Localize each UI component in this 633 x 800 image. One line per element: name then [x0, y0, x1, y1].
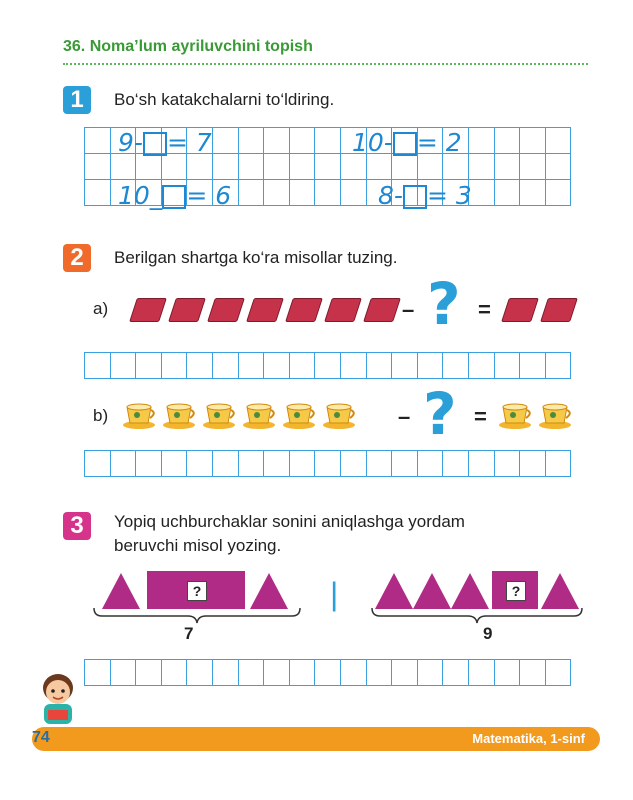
grid-cell[interactable] [545, 353, 571, 379]
grid-cell[interactable] [110, 451, 136, 477]
grid-cell[interactable] [289, 353, 315, 379]
grid-cell[interactable] [392, 451, 418, 477]
grid-cell[interactable] [212, 128, 238, 154]
task-2b-cups [122, 401, 356, 429]
grid-cell[interactable] [238, 154, 264, 180]
grid-cell[interactable] [340, 353, 366, 379]
grid-cell[interactable] [468, 128, 494, 154]
grid-cell[interactable] [238, 180, 264, 206]
eq2-part-b: = 2 [416, 128, 462, 157]
grid-cell[interactable] [468, 154, 494, 180]
grid-cell[interactable] [443, 660, 469, 686]
right-total-label: 9 [483, 624, 493, 643]
grid-cell[interactable] [443, 154, 469, 180]
grid-cell[interactable] [161, 154, 187, 180]
hidden-count-box-right[interactable]: ? [506, 581, 526, 601]
triangle-right-2 [413, 573, 451, 609]
grid-cell[interactable] [392, 353, 418, 379]
task-2-badge: 2 [63, 244, 91, 272]
grid-cell[interactable] [212, 154, 238, 180]
eq3-answer-box[interactable] [162, 185, 186, 209]
eq1-part-a: 9- [118, 128, 143, 157]
eq4-answer-box[interactable] [403, 185, 427, 209]
grid-cell[interactable] [187, 154, 213, 180]
grid-cell[interactable] [110, 353, 136, 379]
task-2-instruction: Berilgan shartga ko‘ra misollar tuzing. [114, 248, 398, 267]
grid-cell[interactable] [468, 353, 494, 379]
teacup-icon [122, 401, 156, 429]
figure-divider: | [330, 576, 339, 612]
grid-cell[interactable] [85, 154, 111, 180]
task-2a-question-mark: ? [427, 270, 461, 338]
book-icon [285, 298, 323, 322]
book-icon [363, 298, 401, 322]
grid-cell[interactable] [85, 353, 111, 379]
grid-cell[interactable] [494, 128, 520, 154]
grid-cell[interactable] [289, 180, 315, 206]
book-icon [501, 298, 539, 322]
grid-cell[interactable] [443, 451, 469, 477]
grid-cell[interactable] [417, 154, 443, 180]
task-1-eq2 [352, 128, 462, 157]
title-dotted-divider [63, 63, 588, 65]
grid-cell[interactable] [366, 451, 392, 477]
task-3-grid [84, 659, 571, 686]
grid-cell[interactable] [417, 353, 443, 379]
grid-cell[interactable] [340, 660, 366, 686]
grid-cell[interactable] [187, 353, 213, 379]
grid-cell[interactable] [264, 451, 290, 477]
task-3-instruction [114, 510, 465, 558]
grid-cell[interactable] [136, 451, 162, 477]
grid-cell[interactable] [136, 660, 162, 686]
grid-cell[interactable] [520, 353, 546, 379]
grid-cell[interactable] [289, 128, 315, 154]
grid-cell[interactable] [494, 154, 520, 180]
grid-cell[interactable] [187, 660, 213, 686]
eq2-answer-box[interactable] [393, 132, 417, 156]
task-2a-books [133, 298, 397, 322]
grid-cell[interactable] [315, 353, 341, 379]
brace-right [370, 606, 585, 624]
eq1-answer-box[interactable] [143, 132, 167, 156]
grid-cell[interactable] [520, 154, 546, 180]
grid-cell[interactable] [85, 128, 111, 154]
grid-cell[interactable] [366, 154, 392, 180]
grid-cell[interactable] [264, 128, 290, 154]
task-2b-equals: = [474, 404, 487, 429]
task-2a-equals: = [478, 297, 491, 322]
task-2b-grid [84, 450, 571, 477]
grid-cell[interactable] [264, 660, 290, 686]
triangle-left-2 [250, 573, 288, 609]
grid-cell[interactable] [136, 353, 162, 379]
triangle-right-3 [451, 573, 489, 609]
grid-cell[interactable] [289, 451, 315, 477]
triangle-left-1 [102, 573, 140, 609]
task-2b-question-mark: ? [423, 380, 457, 448]
grid-cell[interactable] [315, 660, 341, 686]
grid-cell[interactable] [494, 660, 520, 686]
grid-cell[interactable] [468, 180, 494, 206]
grid-cell[interactable] [110, 154, 136, 180]
grid-cell[interactable] [468, 660, 494, 686]
task-3-instruction-line2: beruvchi misol yozing. [114, 536, 282, 555]
grid-cell[interactable] [315, 180, 341, 206]
grid-cell[interactable] [520, 660, 546, 686]
grid-cell[interactable] [264, 353, 290, 379]
grid-cell[interactable] [161, 353, 187, 379]
teacup-icon [242, 401, 276, 429]
grid-cell[interactable] [315, 451, 341, 477]
grid-cell[interactable] [340, 154, 366, 180]
grid-cell[interactable] [85, 451, 111, 477]
eq1-part-b: = 7 [166, 128, 212, 157]
grid-cell[interactable] [289, 660, 315, 686]
grid-cell[interactable] [315, 128, 341, 154]
teacup-icon [322, 401, 356, 429]
grid-cell[interactable] [161, 660, 187, 686]
grid-cell[interactable] [161, 451, 187, 477]
grid-cell[interactable] [315, 154, 341, 180]
grid-cell[interactable] [110, 660, 136, 686]
grid-cell[interactable] [545, 154, 571, 180]
task-2a-result-books [505, 298, 574, 322]
grid-cell[interactable] [520, 451, 546, 477]
grid-cell[interactable] [366, 660, 392, 686]
eq3-part-b: = 6 [186, 181, 232, 210]
task-2b-label: b) [93, 406, 109, 425]
grid-cell[interactable] [238, 451, 264, 477]
task-1-eq3 [118, 181, 231, 210]
grid-cell[interactable] [85, 180, 111, 206]
task-2a-grid [84, 352, 571, 379]
grid-cell[interactable] [520, 128, 546, 154]
task-2b-result-cups [498, 401, 572, 429]
grid-cell[interactable] [340, 451, 366, 477]
book-icon [207, 298, 245, 322]
teacup-icon [162, 401, 196, 429]
grid-cell[interactable] [520, 180, 546, 206]
grid-cell[interactable] [545, 128, 571, 154]
grid-cell[interactable] [238, 353, 264, 379]
grid-cell[interactable] [212, 353, 238, 379]
eq4-part-b: = 3 [426, 181, 472, 210]
grid-cell[interactable] [289, 154, 315, 180]
grid-cell[interactable] [136, 154, 162, 180]
grid-cell[interactable] [340, 180, 366, 206]
hidden-count-box-left[interactable]: ? [187, 581, 207, 601]
eq4-part-a: 8- [378, 181, 403, 210]
teacup-icon [498, 401, 532, 429]
task-1-eq1 [118, 128, 212, 157]
grid-cell[interactable] [468, 451, 494, 477]
task-2b-minus: – [398, 404, 411, 429]
task-1-badge: 1 [63, 86, 91, 114]
teacup-icon [202, 401, 236, 429]
task-3-instruction-line1: Yopiq uchburchaklar sonini aniqlashga yordam [114, 512, 465, 531]
grid-cell[interactable] [443, 353, 469, 379]
brace-left [92, 606, 302, 624]
task-3-badge: 3 [63, 512, 91, 540]
eq2-part-a: 10- [352, 128, 393, 157]
grid-cell[interactable] [366, 353, 392, 379]
task-2a-minus: – [402, 297, 415, 322]
task-1-eq4 [378, 181, 472, 210]
triangle-right-1 [375, 573, 413, 609]
book-icon [324, 298, 362, 322]
book-icon [129, 298, 167, 322]
grid-cell[interactable] [264, 180, 290, 206]
triangle-right-4 [541, 573, 579, 609]
grid-cell[interactable] [85, 660, 111, 686]
task-2a-label: a) [93, 299, 109, 318]
grid-cell[interactable] [494, 180, 520, 206]
grid-cell[interactable] [545, 660, 571, 686]
grid-cell[interactable] [212, 660, 238, 686]
reading-child-illustration [36, 670, 80, 728]
grid-cell[interactable] [545, 180, 571, 206]
grid-cell[interactable] [392, 154, 418, 180]
grid-cell[interactable] [545, 451, 571, 477]
teacup-icon [282, 401, 316, 429]
teacup-icon [538, 401, 572, 429]
grid-cell[interactable] [238, 660, 264, 686]
lesson-title: 36. Noma’lum ayriluvchini topish [63, 38, 313, 55]
book-icon [540, 298, 578, 322]
page-number: 74 [32, 729, 50, 746]
grid-cell[interactable] [417, 451, 443, 477]
grid-cell[interactable] [238, 128, 264, 154]
grid-cell[interactable] [494, 353, 520, 379]
left-total-label: 7 [184, 624, 194, 643]
book-subject: Matematika, 1-sinf [472, 731, 585, 746]
grid-cell[interactable] [417, 660, 443, 686]
grid-cell[interactable] [264, 154, 290, 180]
task-1-instruction: Bo‘sh katakchalarni to‘ldiring. [114, 90, 335, 109]
grid-cell[interactable] [187, 451, 213, 477]
book-icon [168, 298, 206, 322]
eq3-part-a: 10_ [118, 181, 163, 210]
grid-cell[interactable] [494, 451, 520, 477]
grid-cell[interactable] [212, 451, 238, 477]
grid-cell[interactable] [392, 660, 418, 686]
book-icon [246, 298, 284, 322]
